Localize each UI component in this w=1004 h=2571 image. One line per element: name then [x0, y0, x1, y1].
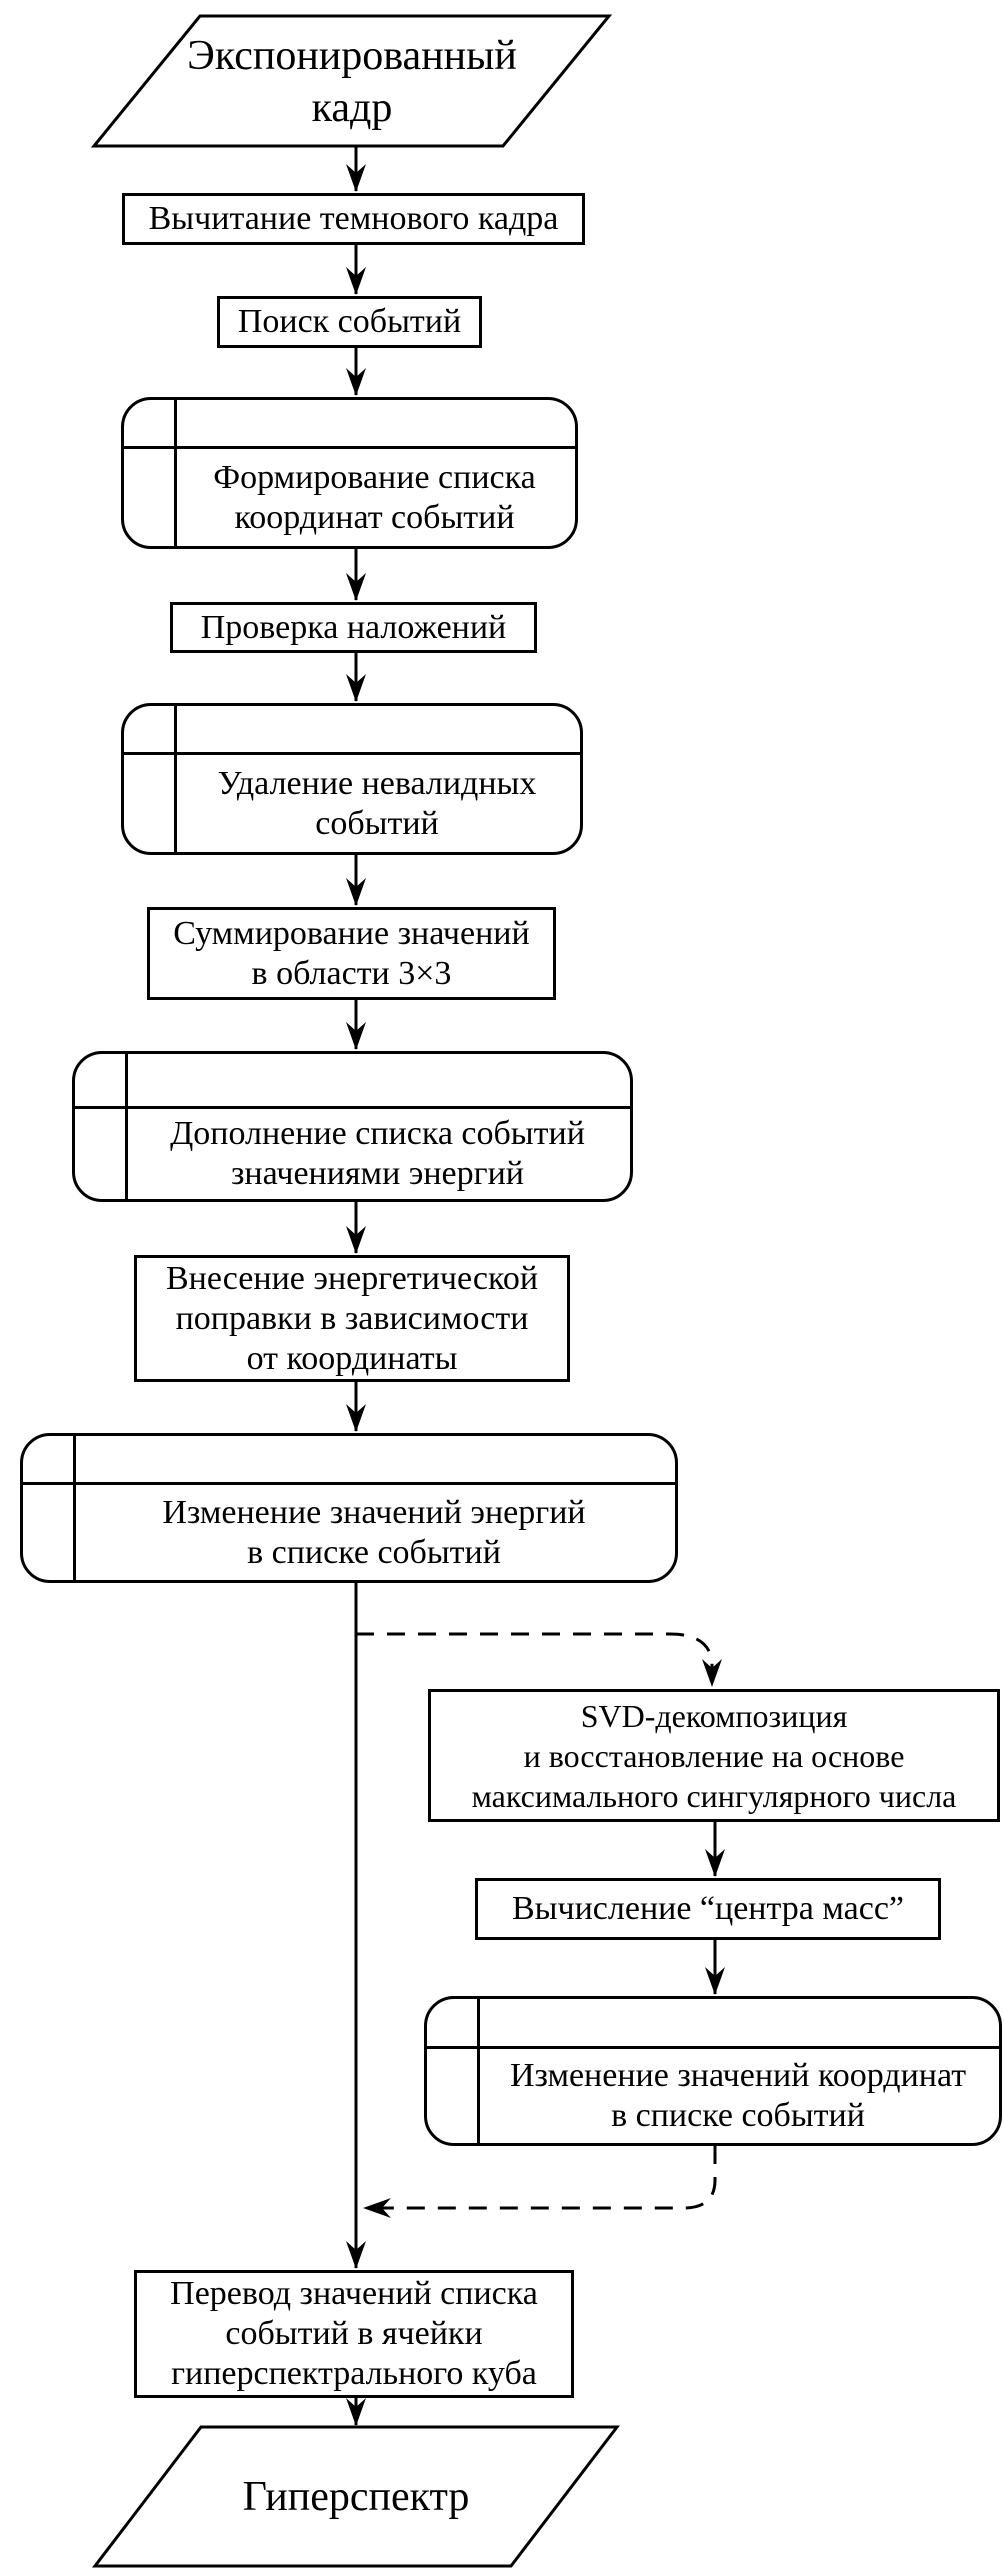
dashed-arrow-return: [364, 2146, 715, 2208]
node-update-energies-label: Изменение значений энергий в списке событий: [162, 1493, 586, 1571]
node-append-energies: [72, 1051, 633, 1202]
node-hyperspectrum-label: Гиперспектр: [242, 2473, 470, 2520]
node-subtract-dark: Вычитание темнового кадра: [122, 193, 585, 245]
node-remove-invalid-label: Удаление невалидных событий: [217, 764, 537, 842]
node-sum-3x3: Суммирование значений в области 3×3: [147, 907, 556, 1000]
node-remove-invalid: [121, 703, 583, 855]
node-find-events: Поиск событий: [217, 296, 482, 348]
node-svd: SVD-декомпозиция и восстановление на основе максимального сингулярного числа: [428, 1689, 1000, 1822]
node-update-coords-label: Изменение значений координат в списке событий: [509, 2057, 967, 2134]
node-exposed-frame-label: Экспонированный кадр: [187, 33, 517, 131]
node-fill-hypercube: Перевод значений списка событий в ячейки гиперспектрального куба: [134, 2270, 574, 2398]
node-form-coord-list: [121, 397, 578, 549]
node-check-overlaps: Проверка наложений: [170, 602, 537, 653]
node-update-coords: [424, 1996, 1002, 2146]
node-center-of-mass: Вычисление “центра масс”: [475, 1878, 941, 1940]
node-append-energies-label: Дополнение списка событий значениями энергий: [170, 1115, 585, 1192]
node-update-energies: [20, 1433, 678, 1583]
node-energy-correction: Внесение энергетической поправки в зависимости от координаты: [134, 1255, 570, 1382]
node-form-coord-list-label: Формирование списка координат событий: [213, 458, 536, 536]
dashed-arrow-to-svd: [356, 1634, 712, 1686]
